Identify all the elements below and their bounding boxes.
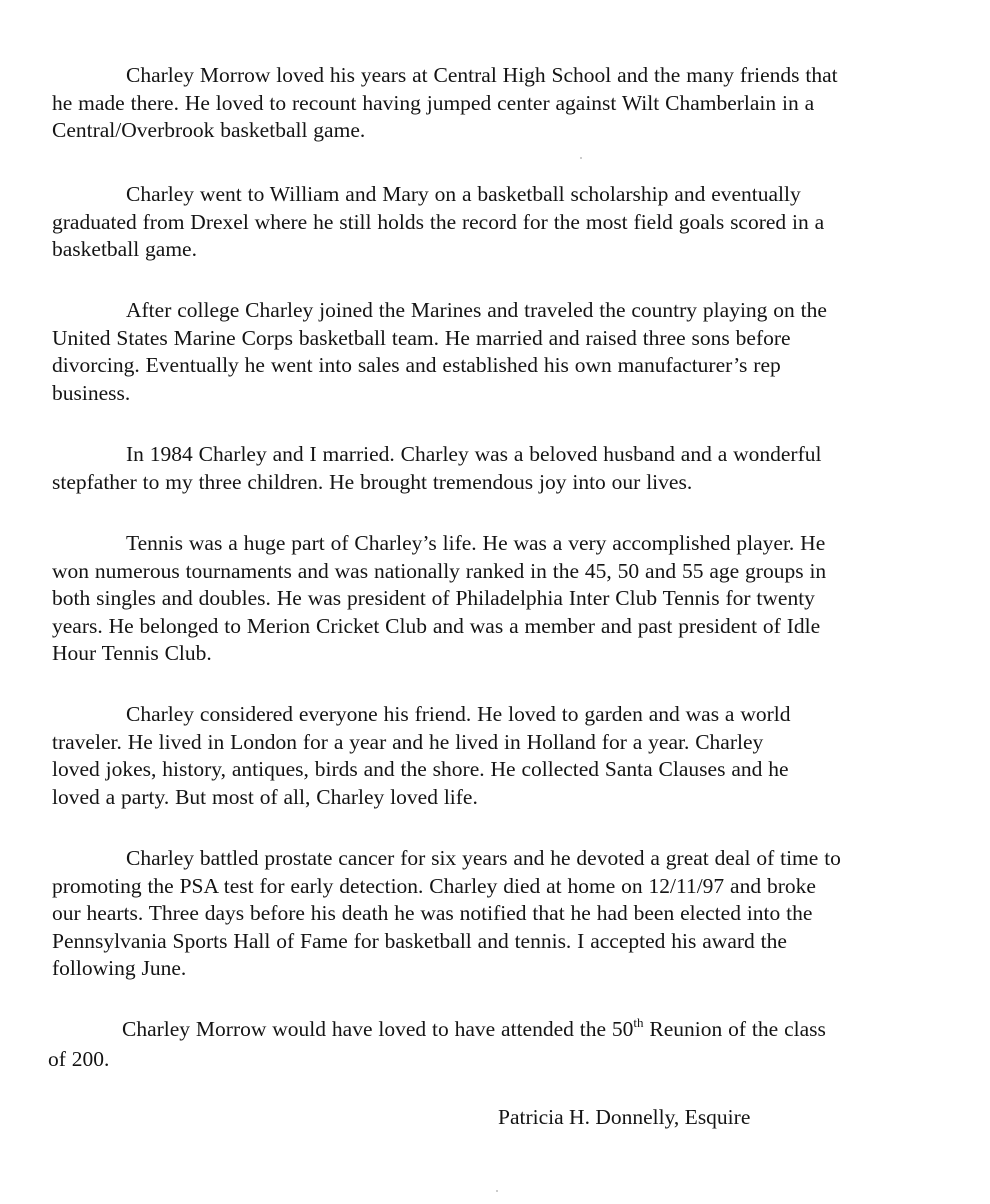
paragraph-line: promoting the PSA test for early detection. Charley died at home on 12/11/97 and broke — [52, 873, 816, 898]
paragraph-line: he made there. He loved to recount having jumped center against Wilt Chamberlain in a — [52, 90, 815, 115]
paragraph-2 — [52, 181, 952, 264]
paragraph-line: Charley considered everyone his friend. He loved to garden and was a world — [126, 702, 791, 726]
closing-line-1 — [48, 1016, 948, 1046]
paragraph-line: United States Marine Corps basketball team. He married and raised three sons before — [52, 325, 791, 350]
paragraph-line: In 1984 Charley and I married. Charley was a beloved husband and a wonderful — [126, 442, 822, 466]
paragraph-line: Pennsylvania Sports Hall of Fame for basketball and tennis. I accepted his award the — [52, 928, 787, 953]
paragraph-line: years. He belonged to Merion Cricket Club and was a member and past president of Idle — [52, 613, 821, 638]
paragraph-line: stepfather to my three children. He brought tremendous joy into our lives. — [52, 469, 693, 494]
paragraph-line: both singles and doubles. He was president of Philadelphia Inter Club Tennis for twenty — [52, 586, 815, 611]
paragraph-line: loved jokes, history, antiques, birds and the shore. He collected Santa Clauses and he — [52, 757, 789, 782]
paragraph-line: After college Charley joined the Marines and traveled the country playing on the — [126, 298, 827, 322]
paragraph-7 — [52, 845, 952, 983]
paragraph-line: Charley went to William and Mary on a basketball scholarship and eventually — [126, 182, 801, 206]
closing-text-after: Reunion of the class — [643, 1017, 826, 1041]
paragraph-line: graduated from Drexel where he still holds the record for the most field goals scored in a — [52, 209, 825, 234]
paragraph-line: our hearts. Three days before his death he was notified that he had been elected into the — [52, 901, 813, 926]
paragraph-3 — [52, 297, 952, 407]
paragraph-line: loved a party. But most of all, Charley loved life. — [52, 784, 478, 809]
paragraph-line: Charley battled prostate cancer for six years and he devoted a great deal of time to — [126, 846, 841, 870]
paragraph-line: following June. — [52, 956, 187, 981]
closing-line-2: of 200. — [48, 1046, 110, 1071]
paragraph-line: basketball game. — [52, 237, 197, 262]
paragraph-line: won numerous tournaments and was nationally ranked in the 45, 50 and 55 age groups in — [52, 558, 827, 583]
paragraph-line: Central/Overbrook basketball game. — [52, 118, 366, 143]
scan-speck — [496, 1190, 498, 1192]
paragraph-line: Charley Morrow loved his years at Central High School and the many friends that — [126, 63, 838, 87]
paragraph-4 — [52, 441, 952, 496]
paragraph-1 — [52, 62, 952, 145]
ordinal-superscript: th — [633, 1015, 644, 1030]
paragraph-line: divorcing. Eventually he went into sales and established his own manufacturer’s rep — [52, 353, 781, 378]
paragraph-line: Hour Tennis Club. — [52, 641, 212, 666]
paragraph-6 — [52, 701, 952, 811]
paragraph-line: business. — [52, 380, 131, 405]
paragraph-line: Tennis was a huge part of Charley’s life. He was a very accomplished player. He — [126, 531, 826, 555]
paragraph-5 — [52, 530, 952, 668]
closing-paragraph — [48, 1016, 948, 1073]
signature: Patricia H. Donnelly, Esquire — [498, 1105, 751, 1129]
paragraph-line: traveler. He lived in London for a year and he lived in Holland for a year. Charley — [52, 729, 764, 754]
closing-text-before: Charley Morrow would have loved to have attended the 50 — [122, 1017, 634, 1041]
scan-speck — [580, 157, 582, 159]
